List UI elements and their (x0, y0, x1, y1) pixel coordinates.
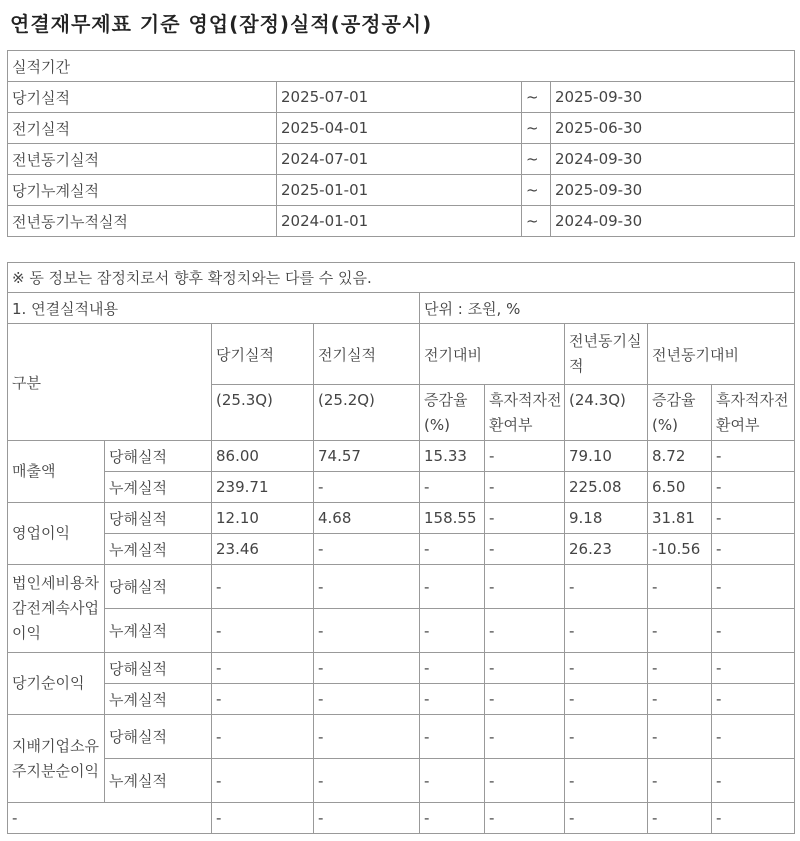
table-row (8, 803, 795, 834)
value-cell: - (420, 803, 485, 834)
value-cell: - (314, 715, 420, 759)
value-cell: - (565, 684, 648, 715)
period-row (8, 175, 795, 206)
period-header: 실적기간 (8, 51, 795, 82)
value-cell: - (420, 684, 485, 715)
header-previous-period: (25.2Q) (314, 385, 420, 441)
value-cell: - (314, 534, 420, 565)
period-to: 2024-09-30 (551, 144, 795, 175)
value-cell: - (485, 609, 565, 653)
value-cell: - (212, 653, 314, 684)
value-cell: 26.23 (565, 534, 648, 565)
value-cell: - (420, 715, 485, 759)
value-cell: - (420, 609, 485, 653)
value-cell: 4.68 (314, 503, 420, 534)
table-row (8, 565, 795, 609)
value-cell: - (648, 565, 712, 609)
table-row (8, 609, 795, 653)
period-row (8, 206, 795, 237)
value-cell: - (565, 653, 648, 684)
value-cell: - (212, 803, 314, 834)
header-yoy-period: (24.3Q) (565, 385, 648, 441)
header-turnaround-2: 흑자적자전환여부 (712, 385, 795, 441)
header-change-rate-1: 증감율(%) (420, 385, 485, 441)
row-type: 당해실적 (105, 503, 212, 534)
group-name: 당기순이익 (8, 653, 105, 715)
row-type: 당해실적 (105, 715, 212, 759)
period-row (8, 82, 795, 113)
row-type: 당해실적 (105, 565, 212, 609)
header-vs-previous: 전기대비 (420, 324, 565, 385)
period-to: 2025-06-30 (551, 113, 795, 144)
header-vs-yoy: 전년동기대비 (648, 324, 795, 385)
value-cell: - (712, 715, 795, 759)
header-current: 당기실적 (212, 324, 314, 385)
value-cell: - (565, 565, 648, 609)
value-cell: - (212, 759, 314, 803)
section-title: 1. 연결실적내용 (8, 293, 420, 324)
value-cell: - (485, 803, 565, 834)
row-type: 누계실적 (105, 684, 212, 715)
value-cell: - (565, 759, 648, 803)
period-row (8, 113, 795, 144)
header-change-rate-2: 증감율(%) (648, 385, 712, 441)
value-cell: - (420, 565, 485, 609)
value-cell: - (212, 609, 314, 653)
value-cell: - (314, 653, 420, 684)
value-cell: - (565, 803, 648, 834)
group-name: 지배기업소유주지분순이익 (8, 715, 105, 803)
value-cell: 239.71 (212, 472, 314, 503)
table-row (8, 759, 795, 803)
period-sep: ~ (522, 82, 551, 113)
period-from: 2025-01-01 (277, 175, 522, 206)
header-yoy-label: 전년동기실적 (565, 324, 648, 385)
period-table (7, 50, 795, 237)
value-cell: 225.08 (565, 472, 648, 503)
period-from: 2024-01-01 (277, 206, 522, 237)
value-cell: - (485, 684, 565, 715)
period-to: 2025-09-30 (551, 175, 795, 206)
value-cell: -10.56 (648, 534, 712, 565)
value-cell: - (212, 715, 314, 759)
value-cell: - (485, 503, 565, 534)
value-cell: 86.00 (212, 441, 314, 472)
row-type: 당해실적 (105, 653, 212, 684)
value-cell: - (485, 759, 565, 803)
value-cell: - (712, 653, 795, 684)
value-cell: - (485, 715, 565, 759)
table-row (8, 684, 795, 715)
period-label: 당기누계실적 (8, 175, 277, 206)
value-cell: - (8, 803, 212, 834)
value-cell: 79.10 (565, 441, 648, 472)
value-cell: - (712, 472, 795, 503)
value-cell: - (712, 684, 795, 715)
table-row (8, 472, 795, 503)
value-cell: - (314, 565, 420, 609)
value-cell: - (565, 715, 648, 759)
period-row (8, 144, 795, 175)
period-from: 2025-04-01 (277, 113, 522, 144)
row-type: 당해실적 (105, 441, 212, 472)
value-cell: - (648, 684, 712, 715)
value-cell: - (712, 759, 795, 803)
value-cell: - (420, 472, 485, 503)
value-cell: - (648, 653, 712, 684)
value-cell: 8.72 (648, 441, 712, 472)
value-cell: - (485, 441, 565, 472)
value-cell: - (712, 565, 795, 609)
period-from: 2024-07-01 (277, 144, 522, 175)
unit-label: 단위 : 조원, % (420, 293, 795, 324)
period-sep: ~ (522, 206, 551, 237)
value-cell: - (314, 759, 420, 803)
value-cell: - (648, 715, 712, 759)
value-cell: - (314, 803, 420, 834)
results-table (7, 262, 795, 834)
value-cell: - (648, 609, 712, 653)
period-from: 2025-07-01 (277, 82, 522, 113)
value-cell: - (648, 759, 712, 803)
group-name: 법인세비용차감전계속사업이익 (8, 565, 105, 653)
period-sep: ~ (522, 175, 551, 206)
row-type: 누계실적 (105, 534, 212, 565)
period-to: 2025-09-30 (551, 82, 795, 113)
value-cell: 74.57 (314, 441, 420, 472)
value-cell: 6.50 (648, 472, 712, 503)
group-name: 매출액 (8, 441, 105, 503)
row-type: 누계실적 (105, 609, 212, 653)
table-row (8, 653, 795, 684)
value-cell: - (314, 684, 420, 715)
value-cell: - (420, 534, 485, 565)
row-type: 누계실적 (105, 472, 212, 503)
page-title: 연결재무제표 기준 영업(잠정)실적(공정공시) (10, 12, 433, 36)
value-cell: - (485, 565, 565, 609)
value-cell: - (485, 472, 565, 503)
header-category: 구분 (8, 324, 212, 441)
group-name: 영업이익 (8, 503, 105, 565)
value-cell: - (314, 472, 420, 503)
value-cell: - (420, 653, 485, 684)
period-label: 전기실적 (8, 113, 277, 144)
period-sep: ~ (522, 144, 551, 175)
row-type: 누계실적 (105, 759, 212, 803)
period-label: 전년동기실적 (8, 144, 277, 175)
value-cell: - (420, 759, 485, 803)
value-cell: - (712, 503, 795, 534)
value-cell: 15.33 (420, 441, 485, 472)
value-cell: - (212, 565, 314, 609)
table-row (8, 715, 795, 759)
value-cell: - (712, 534, 795, 565)
value-cell: - (648, 803, 712, 834)
value-cell: - (565, 609, 648, 653)
table-row (8, 503, 795, 534)
value-cell: 9.18 (565, 503, 648, 534)
value-cell: - (314, 609, 420, 653)
notice-text: ※ 동 정보는 잠정치로서 향후 확정치와는 다를 수 있음. (8, 263, 795, 293)
header-current-period: (25.3Q) (212, 385, 314, 441)
header-turnaround-1: 흑자적자전환여부 (485, 385, 565, 441)
value-cell: - (212, 684, 314, 715)
value-cell: - (712, 441, 795, 472)
period-label: 전년동기누적실적 (8, 206, 277, 237)
period-sep: ~ (522, 113, 551, 144)
value-cell: 31.81 (648, 503, 712, 534)
header-previous: 전기실적 (314, 324, 420, 385)
period-to: 2024-09-30 (551, 206, 795, 237)
value-cell: - (485, 534, 565, 565)
period-label: 당기실적 (8, 82, 277, 113)
table-row (8, 441, 795, 472)
value-cell: - (485, 653, 565, 684)
value-cell: 158.55 (420, 503, 485, 534)
value-cell: - (712, 803, 795, 834)
table-row (8, 534, 795, 565)
value-cell: 23.46 (212, 534, 314, 565)
value-cell: 12.10 (212, 503, 314, 534)
value-cell: - (712, 609, 795, 653)
